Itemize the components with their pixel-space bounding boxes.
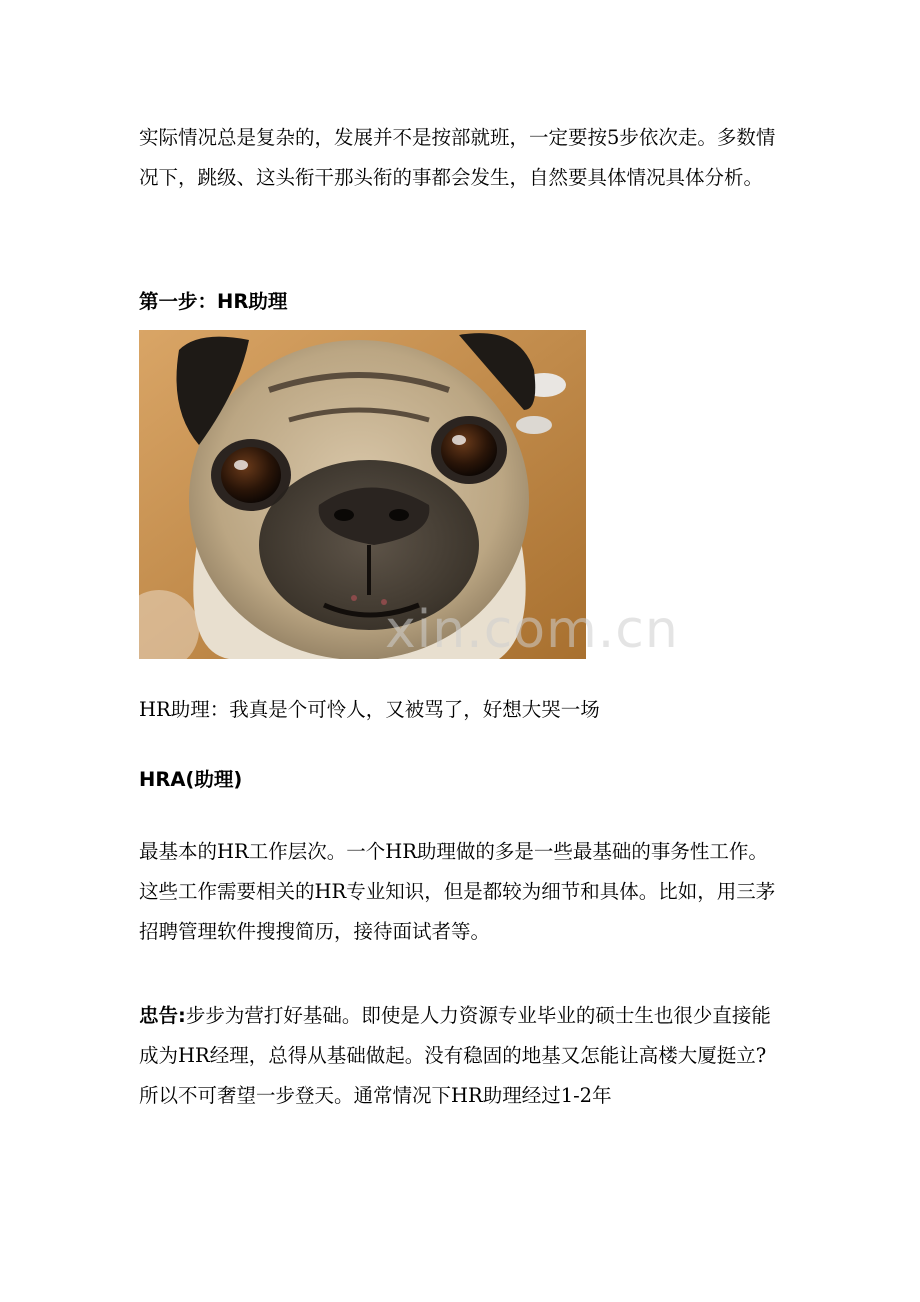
- hra-heading: HRA(助理): [139, 768, 243, 791]
- advice-paragraph: [139, 996, 784, 1116]
- step1-heading: 第一步：HR助理: [139, 290, 288, 313]
- hra-description: 最基本的HR工作层次。一个HR助理做的多是一些最基础的事务性工作。这些工作需要相关的HR专业知识，但是都较为细节和具体。比如，用三茅招聘管理软件搜搜简历，接待面试者等。: [139, 840, 776, 943]
- watermark-text: xin.com.cn: [385, 600, 679, 660]
- advice-text: 步步为营打好基础。即使是人力资源专业毕业的硕士生也很少直接能成为HR经理，总得从基础做起。没有稳固的地基又怎能让高楼大厦挺立?所以不可奢望一步登天。通常情况下HR助理经过1-2年: [139, 1004, 771, 1107]
- photo-caption: HR助理：我真是个可怜人，又被骂了，好想大哭一场: [139, 698, 600, 721]
- intro-paragraph: 实际情况总是复杂的，发展并不是按部就班，一定要按5步依次走。多数情况下，跳级、这头衔干那头衔的事都会发生，自然要具体情况具体分析。: [139, 126, 776, 189]
- advice-label: 忠告:: [139, 1004, 186, 1027]
